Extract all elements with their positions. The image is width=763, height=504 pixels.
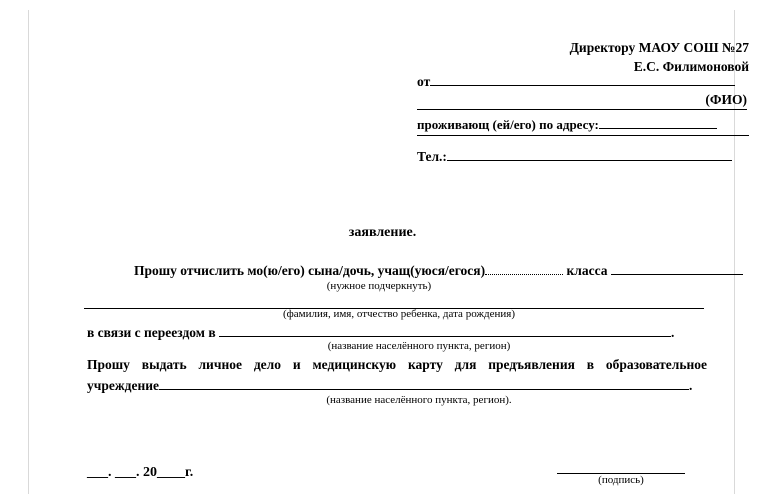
body-line-3-text-second: учреждение [87, 378, 160, 393]
caption-settlement-1: (название населённого пункта, регион) [327, 340, 511, 352]
caption-underline-note: (нужное подчеркнуть) [326, 280, 432, 292]
fio-caption: (ФИО) [705, 92, 747, 107]
caption-signature: (подпись) [598, 474, 644, 486]
settlement-blank-line-2[interactable] [159, 377, 689, 390]
class-blank-dotted[interactable] [485, 262, 563, 275]
caption-child-fio: (фамилия, имя, отчество ребенка, дата рождения) [282, 308, 515, 320]
body-line-2: в связи с переездом в . [87, 325, 675, 340]
body-line-1-text-a: Прошу отчислить мо(ю/его) сына/дочь, учащ(уюся/егося) [134, 263, 486, 278]
phone-row [417, 148, 749, 165]
body-line-2-text: в связи с переездом в [87, 325, 216, 340]
phone-label: Тел.: [417, 149, 447, 164]
from-label: от [417, 74, 431, 89]
class-blank-line[interactable] [611, 262, 743, 275]
addressee-block [459, 38, 749, 76]
residence-blank-line-2[interactable] [417, 134, 749, 136]
document-sheet [28, 10, 749, 494]
residence-blank-line[interactable] [599, 116, 717, 129]
from-row [417, 73, 747, 90]
settlement-blank-line-1[interactable] [219, 324, 671, 337]
from-blank-line[interactable] [430, 73, 735, 86]
fio-caption-row [417, 92, 747, 110]
body-line-1 [134, 262, 734, 279]
caption-settlement-2: (название населённого пункта, регион). [326, 394, 512, 406]
phone-blank-line[interactable] [447, 148, 732, 161]
body-line-3-text-first: Прошу выдать личное дело и медицинскую карту для предъявления в образовательное [87, 357, 707, 372]
residence-label: проживающ (ей/его) по адресу: [417, 117, 599, 132]
body-line-1-text-b: класса [566, 263, 608, 278]
date-field[interactable]: ___. ___. 20____г. [87, 465, 194, 480]
addressee-line-1: Директору МАОУ СОШ №27 [569, 40, 749, 55]
document-title: заявление. [348, 225, 417, 240]
body-line-3-second-row: учреждение . [87, 378, 693, 393]
addressee-line-2: Е.С. Филимоновой [633, 59, 749, 74]
residence-row [417, 116, 749, 133]
body-line-3 [87, 354, 707, 396]
